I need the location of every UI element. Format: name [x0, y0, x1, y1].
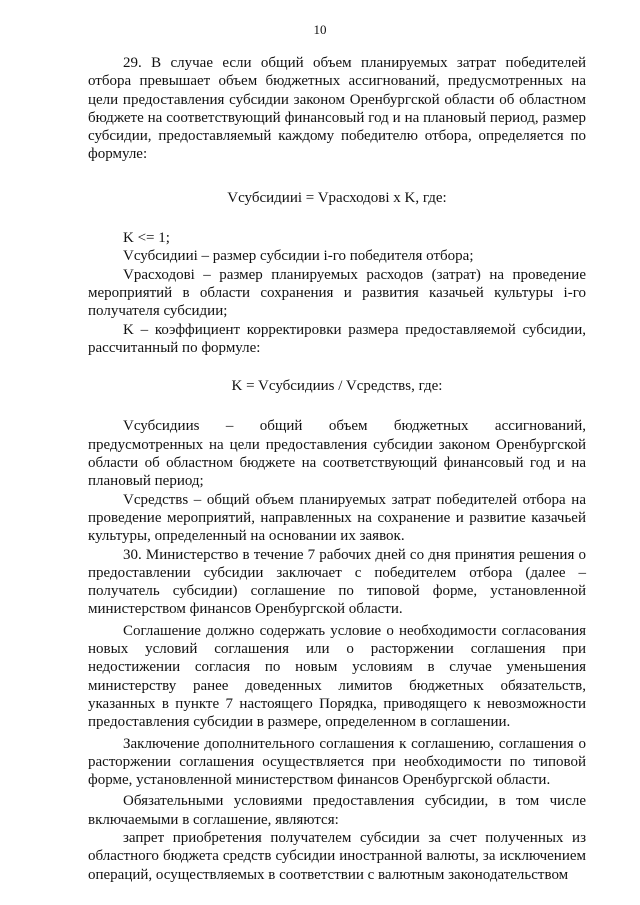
- paragraph-29: 29. В случае если общий объем планируемых затрат победителей отбора превышает объем бюджетных ассигнований, предусмотренных на цели предоставления субсидии законом Оренбургской области об областном бюджете на соответствующий финансовый год и на плановый период, размер субсидии, предоставляемый каждому победителю отбора, определяется по формуле:: [88, 55, 586, 163]
- paragraph-additional-agreement: Заключение дополнительного соглашения к соглашению, соглашения о расторжении соглашения осуществляется при необходимости по типовой форме, установленной министерством финансов Оренбургской области.: [88, 735, 586, 789]
- paragraph-agreement-conditions: Соглашение должно содержать условие о необходимости согласования новых условий соглашения или о расторжении соглашения при недостижении согласия по новым условиям в случае уменьшения министерству ранее доведенных лимитов бюджетных обязательств, указанных в пункте 7 настоящего Порядка, приводящего к невозможности предоставления субсидии в размере, определенном в соглашении.: [88, 622, 586, 731]
- k-condition: K <= 1;: [123, 230, 170, 247]
- paragraph-mandatory-conditions: Обязательными условиями предоставления субсидии, в том числе включаемыми в соглашение, являются:: [88, 793, 586, 828]
- definition-vrashodov-i: Vрасходовi – размер планируемых расходов (затрат) на проведение мероприятий в области сохранения и развития казачьей культуры i-го получателя субсидии;: [88, 266, 586, 320]
- page-number: 10: [313, 22, 327, 37]
- document-body: [88, 54, 586, 884]
- definition-vsredstv-s: Vсредствs – общий объем планируемых затрат победителей отбора на проведение мероприятий, направленных на сохранение и развитие казачьей культуры, определенный на основании их заявок.: [88, 491, 586, 545]
- definition-k: K – коэффициент корректировки размера предоставляемой субсидии, рассчитанный по формуле:: [88, 321, 586, 356]
- formula-subsidy-i: Vсубсидииi = Vрасходовi x K, где:: [227, 189, 447, 206]
- paragraph-currency-ban: запрет приобретения получателем субсидии за счет полученных из областного бюджета средств субсидии иностранной валюты, за исключением операций, осуществляемых в соответствии с валютным законодательством: [88, 829, 586, 883]
- paragraph-30: 30. Министерство в течение 7 рабочих дней со дня принятия решения о предоставлении субсидии заключает с победителем отбора (далее – получатель субсидии) соглашение по типовой форме, установленной министерством финансов Оренбургской области.: [88, 546, 586, 618]
- definition-vsubsidii-s: Vсубсидииs – общий объем бюджетных ассигнований, предусмотренных на цели предоставления субсидии законом Оренбургской области об областном бюджете на соответствующий финансовый год и на плановый период;: [88, 418, 586, 490]
- definition-vsubsidii-i: Vсубсидииi – размер субсидии i-го победителя отбора;: [123, 248, 474, 265]
- formula-k: K = Vсубсидииs / Vсредствs, где:: [231, 378, 443, 395]
